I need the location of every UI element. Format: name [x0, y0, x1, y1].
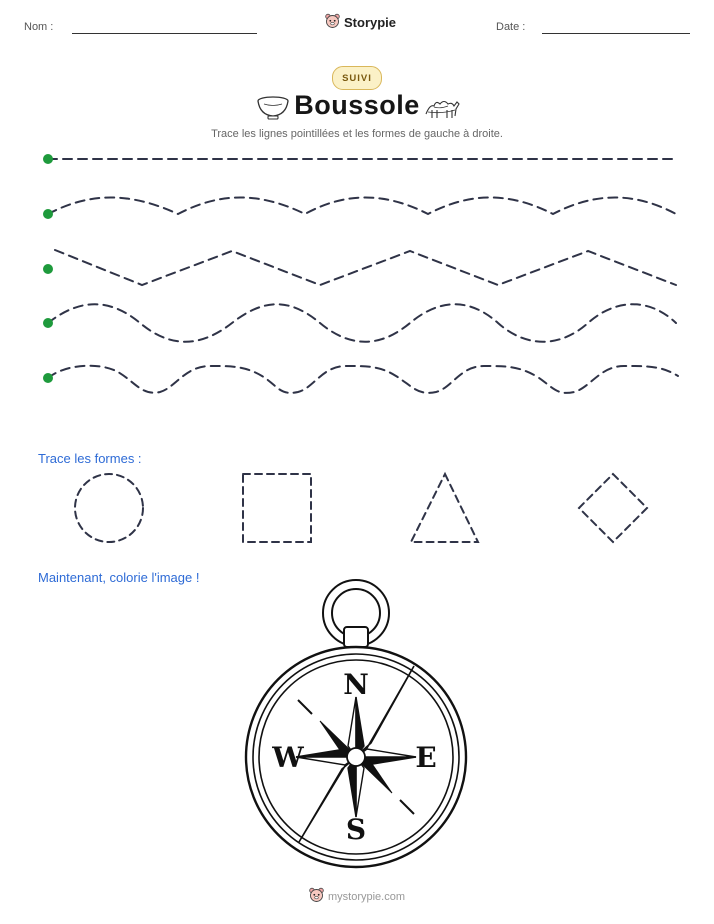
date-label: Date :: [496, 21, 526, 33]
start-dot: [43, 318, 53, 328]
name-label: Nom :: [24, 21, 54, 33]
tracing-line-wave: [48, 304, 676, 342]
tracing-line-soft-wave: [48, 198, 676, 215]
tracing-line-zigzag: [55, 250, 676, 285]
bear-mascot-icon: [325, 13, 340, 32]
level-badge: SUIVI: [332, 66, 382, 90]
footer-site: mystorypie.com: [327, 890, 406, 903]
compass-letter-south: S: [345, 813, 367, 846]
compass-drawing: [242, 580, 472, 870]
tracing-shapes: [0, 470, 714, 550]
start-dot: [43, 373, 53, 383]
shape-diamond: [579, 474, 647, 542]
compass-letter-west: W: [272, 741, 304, 774]
shape-circle: [75, 474, 143, 542]
brand-logo: [325, 13, 396, 32]
shape-square: [243, 474, 311, 542]
compass-letter-east: E: [415, 741, 437, 774]
coloring-section-label: Maintenant, colorie l'image !: [38, 570, 200, 585]
date-write-line: [542, 33, 690, 34]
compass-stem: [344, 627, 368, 647]
start-dot: [43, 154, 53, 164]
page-title: Boussole: [294, 90, 420, 120]
brand-name: Storypie: [344, 15, 397, 30]
instructions-subtitle: Trace les lignes pointillées et les formes de gauche à droite.: [211, 128, 503, 140]
footer: [0, 887, 714, 906]
name-write-line: [72, 33, 257, 34]
shapes-section-label: Trace les formes :: [38, 451, 142, 466]
shape-triangle: [411, 474, 478, 542]
tracing-line-bumpy-wave: [48, 366, 678, 393]
compass-letter-north: N: [343, 668, 369, 701]
tracing-lines: [0, 140, 714, 400]
start-dot: [43, 209, 53, 219]
bear-mascot-icon: [309, 887, 324, 906]
start-dot: [43, 264, 53, 274]
camel-icon: [424, 96, 460, 120]
